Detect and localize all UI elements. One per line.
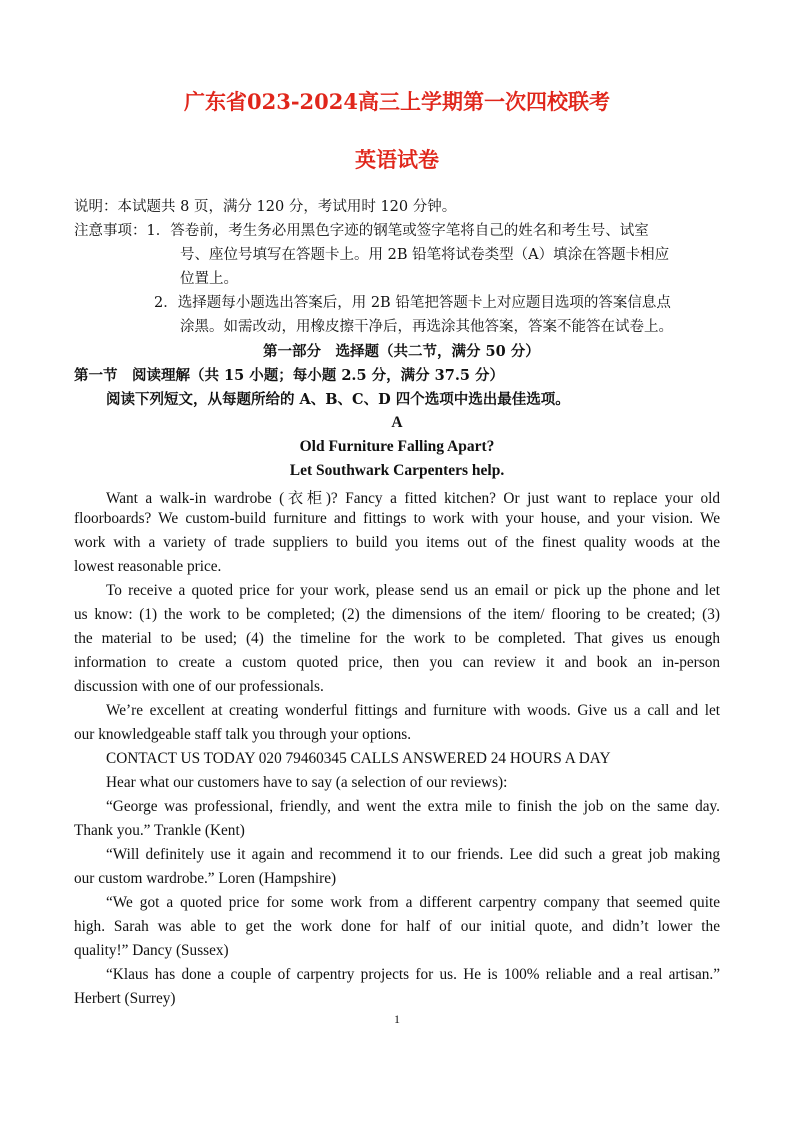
passage-label: A bbox=[391, 414, 403, 431]
page-number: 1 bbox=[394, 1012, 400, 1026]
passage-line: us know: (1) the work to be completed; (2) the dimensions of the item/ flooring to be created; (3) bbox=[74, 606, 720, 623]
review-line: “George was professional, friendly, and went the extra mile to finish the job on the same day. bbox=[106, 798, 720, 815]
review-line: “Will definitely use it again and recommend it to our friends. Lee did such a great job making bbox=[106, 846, 720, 863]
review-line: “Klaus has done a couple of carpentry projects for us. He is 100% reliable and a real artisan.” bbox=[106, 966, 720, 983]
review-line: quality!” Dancy (Sussex) bbox=[74, 942, 229, 959]
passage-headline-1: Old Furniture Falling Apart? bbox=[299, 438, 495, 455]
passage-line: the material to be used; (4) the timeline for the work to be completed. That gives us enough bbox=[74, 630, 720, 647]
passage-line: floorboards? We custom-build furniture and fittings to work with your house, and your vision. We bbox=[74, 510, 720, 527]
passage-line: our knowledgeable staff talk you through your options. bbox=[74, 726, 412, 743]
passage-line: lowest reasonable price. bbox=[74, 558, 222, 575]
exam-title: 广东省023-2024高三上学期第一次四校联考 bbox=[184, 89, 610, 114]
review-line: Thank you.” Trankle (Kent) bbox=[74, 822, 245, 839]
instruction-note-1b: 号、座位号填写在答题卡上。用 2B 铅笔将试卷类型（A）填涂在答题卡相应 bbox=[180, 247, 670, 263]
part-heading: 第一部分 选择题（共二节，满分 50 分） bbox=[263, 343, 540, 360]
directions: 阅读下列短文，从每题所给的 A、B、C、D 四个选项中选出最佳选项。 bbox=[106, 391, 570, 408]
review-line: our custom wardrobe.” Loren (Hampshire) bbox=[74, 870, 337, 887]
passage-line: We’re excellent at creating wonderful fittings and furniture with woods. Give us a call and let bbox=[106, 702, 720, 719]
passage-line: Want a walk-in wardrobe (衣柜)? Fancy a fitted kitchen? Or just want to replace your old bbox=[106, 490, 720, 507]
passage-headline-2: Let Southwark Carpenters help. bbox=[289, 462, 505, 479]
instructions-summary: 说明：本试题共 8 页，满分 120 分，考试用时 120 分钟。 bbox=[74, 199, 457, 215]
passage-line: work with a variety of trade suppliers to build you items out of the finest quality woods at the bbox=[74, 534, 720, 551]
section-heading: 第一节 阅读理解（共 15 小题；每小题 2.5 分，满分 37.5 分） bbox=[74, 367, 505, 384]
exam-subtitle: 英语试卷 bbox=[355, 147, 439, 172]
instruction-note-2b: 涂黑。如需改动，用橡皮擦干净后，再选涂其他答案，答案不能答在试卷上。 bbox=[180, 319, 673, 335]
passage-line: information to create a custom quoted price, then you can review it and book an in-person bbox=[74, 654, 720, 671]
review-line: high. Sarah was able to get the work done for half of our initial quote, and didn’t lower the bbox=[74, 918, 720, 935]
instruction-note-1a: 注意事项：1．答卷前，考生务必用黑色字迹的钢笔或签字笔将自己的姓名和考生号、试室 bbox=[74, 223, 649, 239]
passage-line: Hear what our customers have to say (a selection of our reviews): bbox=[106, 774, 508, 791]
review-line: “We got a quoted price for some work from a different carpentry company that seemed quite bbox=[106, 894, 720, 911]
instruction-note-2a: 2．选择题每小题选出答案后，用 2B 铅笔把答题卡上对应题目选项的答案信息点 bbox=[154, 295, 671, 311]
passage-line: discussion with one of our professionals. bbox=[74, 678, 324, 695]
contact-line: CONTACT US TODAY 020 79460345 CALLS ANSWERED 24 HOURS A DAY bbox=[106, 750, 611, 767]
instruction-note-1c: 位置上。 bbox=[180, 271, 238, 287]
review-line: Herbert (Surrey) bbox=[74, 990, 176, 1007]
passage-line: To receive a quoted price for your work, please send us an email or pick up the phone and let bbox=[106, 582, 720, 599]
